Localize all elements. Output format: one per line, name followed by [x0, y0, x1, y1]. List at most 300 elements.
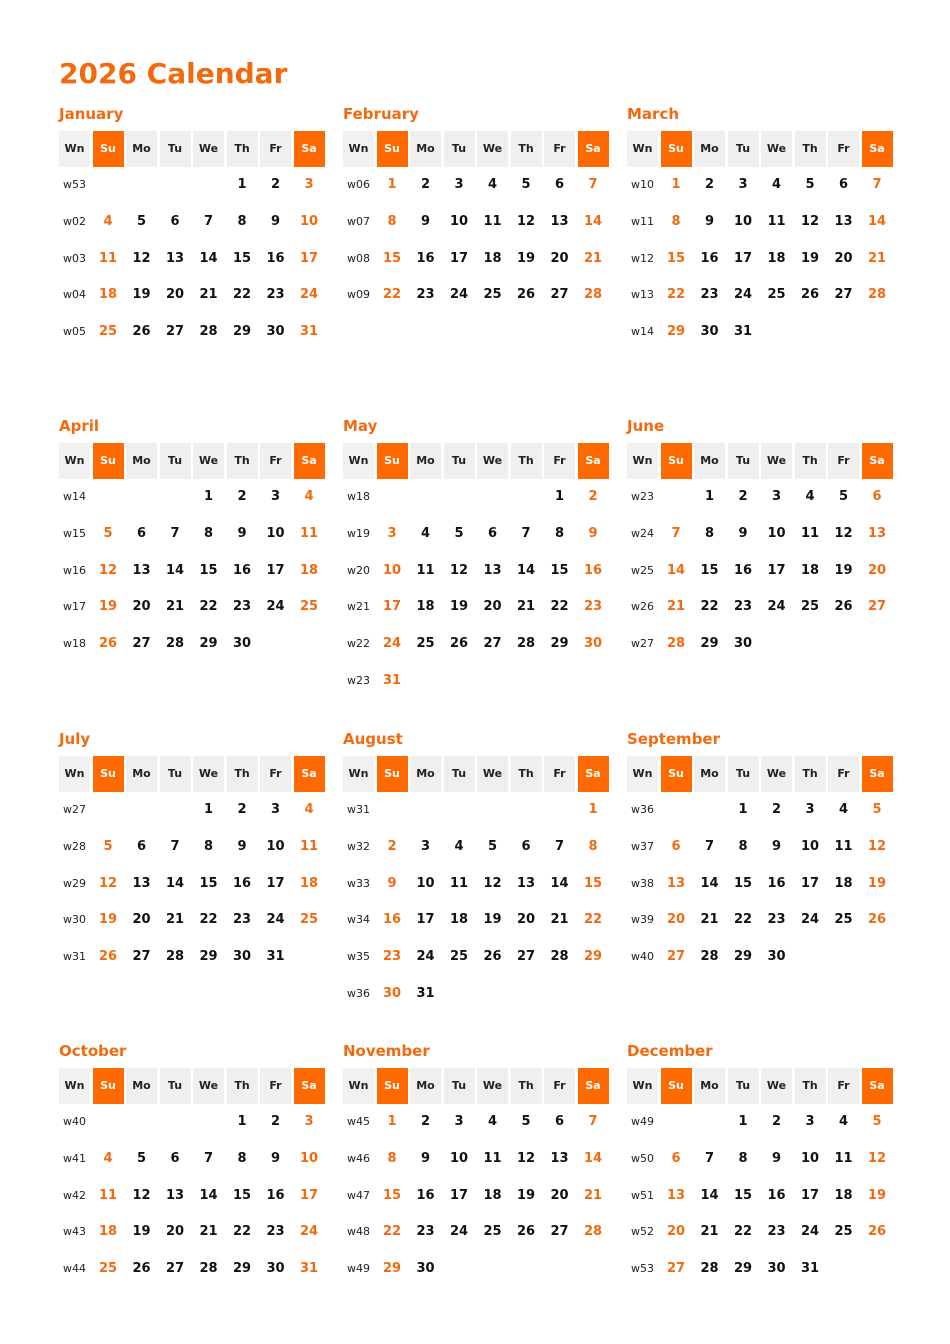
- week-row: [627, 589, 893, 625]
- weekday-header: We: [477, 443, 508, 479]
- weekday-header: Sa: [862, 1068, 893, 1104]
- day-cell: 5: [872, 802, 882, 817]
- day-cell: 24: [449, 287, 469, 303]
- weekday-header: Th: [227, 1068, 258, 1104]
- day-cell: 11: [767, 213, 786, 229]
- day-cell: 16: [700, 250, 719, 266]
- weekday-header: We: [477, 1068, 508, 1104]
- month-block: [59, 1041, 325, 1288]
- day-cell: 15: [550, 562, 569, 578]
- week-number-header: Wn: [627, 1068, 658, 1104]
- day-cell: 1: [671, 177, 681, 192]
- day-cell: 6: [136, 525, 147, 541]
- day-cell: 15: [700, 562, 719, 578]
- month-name: August: [343, 730, 403, 748]
- day-cell: 11: [483, 1150, 502, 1166]
- day-cell: 19: [132, 1224, 151, 1240]
- week-number: w36: [631, 803, 654, 816]
- month-block: [627, 1041, 893, 1288]
- week-row: [343, 589, 609, 625]
- weekday-header: Fr: [828, 756, 859, 792]
- day-cell: 15: [666, 250, 686, 266]
- day-cell: 21: [199, 287, 218, 303]
- day-cell: 25: [449, 949, 469, 965]
- week-number: w12: [631, 251, 654, 265]
- day-cell: 30: [700, 324, 719, 340]
- day-cell: 11: [416, 562, 435, 578]
- day-cell: 24: [449, 1224, 469, 1240]
- day-cell: 21: [700, 1224, 719, 1240]
- week-row: [627, 902, 893, 938]
- week-row: [59, 479, 325, 515]
- day-cell: 6: [838, 177, 849, 192]
- day-cell: 14: [516, 562, 536, 578]
- day-cell: 28: [516, 636, 536, 652]
- week-row: [59, 866, 325, 902]
- week-number: w04: [63, 288, 86, 302]
- day-cell: 20: [834, 250, 853, 266]
- week-number: w09: [347, 288, 370, 302]
- week-number: w16: [63, 563, 86, 577]
- weekday-header: Sa: [294, 131, 325, 167]
- day-cell: 19: [449, 599, 469, 615]
- week-row: [627, 792, 893, 828]
- day-cell: 18: [834, 875, 853, 891]
- day-cell: 26: [98, 636, 118, 652]
- weekday-header: Fr: [260, 756, 291, 792]
- week-number: w39: [631, 913, 654, 927]
- day-cell: 3: [738, 177, 748, 192]
- day-cell: 31: [382, 673, 402, 688]
- day-cell: 23: [266, 1224, 285, 1240]
- day-cell: 24: [382, 636, 402, 652]
- week-row: [343, 976, 609, 1012]
- day-cell: 16: [733, 562, 753, 578]
- day-cell: 15: [199, 562, 218, 578]
- weekday-header: Su: [377, 756, 408, 792]
- weekday-header-row: [343, 1068, 609, 1104]
- day-cell: 28: [666, 636, 686, 652]
- month-name: January: [59, 105, 124, 123]
- day-cell: 14: [867, 213, 887, 229]
- week-row: [627, 1141, 893, 1177]
- week-row: [627, 314, 893, 350]
- day-cell: 11: [834, 838, 853, 854]
- day-cell: 29: [232, 324, 252, 340]
- weekday-header: We: [477, 756, 508, 792]
- day-cell: 10: [416, 875, 435, 891]
- day-cell: 26: [132, 324, 151, 340]
- week-row: [59, 314, 325, 350]
- day-cell: 14: [583, 213, 603, 229]
- day-cell: 23: [382, 949, 402, 965]
- weekday-header: Fr: [828, 131, 859, 167]
- day-cell: 20: [132, 599, 151, 615]
- week-row: [59, 792, 325, 828]
- week-number: w06: [347, 178, 370, 191]
- day-cell: 13: [132, 562, 151, 578]
- day-cell: 3: [454, 1114, 464, 1129]
- week-number: w17: [63, 600, 86, 614]
- weekday-header: Sa: [294, 443, 325, 479]
- day-cell: 19: [483, 912, 502, 928]
- day-cell: 5: [872, 1114, 882, 1129]
- day-cell: 31: [299, 1261, 319, 1277]
- week-number: w48: [347, 1225, 370, 1239]
- day-cell: 28: [165, 636, 185, 652]
- week-number: w08: [347, 251, 370, 265]
- weekday-header: Sa: [294, 1068, 325, 1104]
- day-cell: 14: [550, 875, 569, 891]
- day-cell: 13: [834, 213, 853, 229]
- day-cell: 9: [771, 838, 782, 854]
- day-cell: 11: [98, 1187, 118, 1203]
- day-cell: 1: [738, 802, 748, 817]
- week-number: w24: [631, 526, 654, 540]
- week-row: [627, 167, 893, 203]
- month-block: [343, 729, 609, 1013]
- day-cell: 22: [550, 599, 569, 615]
- day-cell: 18: [834, 1187, 853, 1203]
- day-cell: 14: [700, 875, 719, 891]
- week-number: w31: [347, 803, 370, 816]
- month-name: May: [343, 417, 378, 435]
- weekday-header: Mo: [694, 131, 725, 167]
- day-cell: 17: [449, 250, 469, 266]
- day-cell: 20: [550, 1187, 569, 1203]
- weekday-header-row: [627, 756, 893, 792]
- day-cell: 9: [588, 525, 598, 541]
- day-cell: 9: [420, 1150, 431, 1166]
- week-number: w53: [63, 178, 86, 191]
- day-cell: 11: [483, 213, 502, 229]
- day-cell: 10: [382, 562, 402, 578]
- weekday-header-row: [59, 443, 325, 479]
- month-name: April: [59, 417, 100, 435]
- day-cell: 15: [232, 1187, 252, 1203]
- day-cell: 19: [834, 562, 853, 578]
- week-row: [627, 939, 893, 975]
- week-number-header: Wn: [59, 756, 90, 792]
- weekday-header: Fr: [260, 1068, 291, 1104]
- day-cell: 24: [767, 599, 786, 615]
- day-cell: 25: [299, 599, 319, 615]
- day-cell: 15: [583, 875, 603, 891]
- month-block: [59, 729, 325, 976]
- day-cell: 23: [733, 599, 753, 615]
- day-cell: 23: [416, 287, 435, 303]
- day-cell: 14: [583, 1150, 603, 1166]
- week-row: [343, 241, 609, 277]
- day-cell: 3: [270, 802, 281, 817]
- day-cell: 2: [588, 489, 598, 504]
- day-cell: 17: [733, 250, 753, 266]
- day-cell: 31: [800, 1261, 820, 1277]
- weekday-header: Su: [93, 443, 124, 479]
- week-row: [343, 516, 609, 552]
- day-cell: 7: [704, 838, 715, 854]
- week-row: [343, 939, 609, 975]
- week-number-header: Wn: [59, 443, 90, 479]
- week-number: w28: [63, 839, 86, 853]
- day-cell: 12: [483, 875, 502, 891]
- day-cell: 5: [103, 525, 113, 541]
- day-cell: 8: [738, 1150, 748, 1166]
- weekday-header-row: [627, 443, 893, 479]
- day-cell: 2: [270, 1114, 281, 1129]
- week-number: w42: [63, 1188, 86, 1202]
- day-cell: 30: [583, 636, 603, 652]
- day-cell: 4: [771, 177, 782, 192]
- day-cell: 16: [416, 1187, 435, 1203]
- week-number: w40: [631, 950, 654, 964]
- weekday-header: We: [761, 443, 792, 479]
- day-cell: 3: [454, 177, 464, 192]
- weekday-header: Su: [661, 1068, 692, 1104]
- day-cell: 12: [800, 213, 820, 229]
- week-row: [343, 204, 609, 240]
- day-cell: 17: [767, 562, 786, 578]
- day-cell: 8: [554, 525, 565, 541]
- day-cell: 1: [203, 489, 214, 504]
- day-cell: 1: [738, 1114, 748, 1129]
- month-block: [627, 416, 893, 663]
- weekday-header: Sa: [294, 756, 325, 792]
- day-cell: 8: [203, 525, 214, 541]
- month-name: July: [59, 730, 91, 748]
- day-cell: 29: [733, 949, 753, 965]
- month-block: [627, 729, 893, 976]
- day-cell: 10: [266, 525, 285, 541]
- week-number: w30: [63, 913, 86, 927]
- week-row: [627, 204, 893, 240]
- day-cell: 18: [98, 287, 118, 303]
- weekday-header: Sa: [862, 756, 893, 792]
- day-cell: 21: [516, 599, 536, 615]
- day-cell: 6: [521, 838, 531, 854]
- day-cell: 22: [232, 1224, 252, 1240]
- day-cell: 16: [266, 1187, 285, 1203]
- day-cell: 30: [767, 1261, 786, 1277]
- day-cell: 1: [554, 489, 565, 504]
- day-cell: 29: [733, 1261, 753, 1277]
- week-row: [627, 277, 893, 313]
- day-cell: 4: [838, 1114, 849, 1129]
- weekday-header: Su: [93, 756, 124, 792]
- weekday-header-row: [627, 131, 893, 167]
- month-name: November: [343, 1042, 430, 1060]
- day-cell: 23: [767, 1224, 786, 1240]
- day-cell: 5: [136, 213, 147, 229]
- day-cell: 17: [382, 599, 402, 615]
- week-row: [59, 1214, 325, 1250]
- day-cell: 9: [237, 525, 247, 541]
- weekday-header: Th: [227, 443, 258, 479]
- week-row: [343, 1251, 609, 1287]
- week-number: w50: [631, 1151, 654, 1165]
- weekday-header: Su: [377, 131, 408, 167]
- week-number: w49: [631, 1115, 654, 1128]
- day-cell: 3: [805, 1114, 815, 1129]
- week-number-header: Wn: [627, 443, 658, 479]
- week-row: [59, 939, 325, 975]
- day-cell: 18: [299, 875, 319, 891]
- weekday-header: We: [193, 443, 224, 479]
- week-row: [627, 1178, 893, 1214]
- day-cell: 15: [382, 250, 402, 266]
- month-name: September: [627, 730, 720, 748]
- week-number: w27: [631, 637, 654, 651]
- day-cell: 1: [387, 1114, 397, 1129]
- weekday-header: We: [477, 131, 508, 167]
- week-number: w51: [631, 1188, 654, 1202]
- week-number: w26: [631, 600, 654, 614]
- day-cell: 30: [767, 949, 786, 965]
- day-cell: 16: [416, 250, 435, 266]
- weekday-header: Sa: [578, 756, 609, 792]
- weekday-header: Th: [511, 443, 542, 479]
- week-row: [343, 167, 609, 203]
- day-cell: 21: [165, 599, 185, 615]
- week-number: w35: [347, 950, 370, 964]
- day-cell: 6: [671, 1150, 681, 1166]
- day-cell: 26: [834, 599, 853, 615]
- day-cell: 27: [834, 287, 853, 303]
- day-cell: 17: [800, 1187, 820, 1203]
- week-row: [59, 167, 325, 203]
- weekday-header: Mo: [126, 756, 157, 792]
- day-cell: 5: [521, 177, 531, 192]
- day-cell: 22: [733, 912, 753, 928]
- day-cell: 20: [550, 250, 569, 266]
- weekday-header: Su: [377, 1068, 408, 1104]
- day-cell: 13: [165, 250, 185, 266]
- day-cell: 13: [867, 525, 887, 541]
- weekday-header: Th: [511, 131, 542, 167]
- day-cell: 9: [387, 875, 397, 891]
- day-cell: 20: [516, 912, 536, 928]
- week-number: w41: [63, 1151, 86, 1165]
- day-cell: 8: [237, 213, 247, 229]
- day-cell: 5: [805, 177, 815, 192]
- day-cell: 22: [583, 912, 603, 928]
- day-cell: 4: [420, 525, 431, 541]
- weekday-header: Mo: [410, 756, 441, 792]
- day-cell: 29: [232, 1261, 252, 1277]
- day-cell: 10: [266, 838, 285, 854]
- day-cell: 4: [304, 489, 314, 504]
- day-cell: 19: [98, 599, 118, 615]
- day-cell: 1: [387, 177, 397, 192]
- weekday-header: Mo: [694, 756, 725, 792]
- week-row: [59, 553, 325, 589]
- day-cell: 4: [838, 802, 849, 817]
- day-cell: 3: [771, 489, 782, 504]
- day-cell: 10: [800, 1150, 820, 1166]
- day-cell: 21: [666, 599, 686, 615]
- weekday-header: Tu: [444, 756, 475, 792]
- day-cell: 3: [805, 802, 815, 817]
- day-cell: 18: [449, 912, 469, 928]
- weekday-header: Sa: [862, 443, 893, 479]
- day-cell: 12: [132, 1187, 151, 1203]
- day-cell: 20: [867, 562, 887, 578]
- day-cell: 13: [483, 562, 502, 578]
- day-cell: 28: [165, 949, 185, 965]
- day-cell: 7: [588, 1114, 598, 1129]
- day-cell: 25: [299, 912, 319, 928]
- month-name: March: [627, 105, 680, 123]
- weekday-header: We: [761, 131, 792, 167]
- day-cell: 23: [232, 912, 252, 928]
- day-cell: 18: [299, 562, 319, 578]
- week-number: w25: [631, 563, 654, 577]
- day-cell: 27: [165, 324, 185, 340]
- day-cell: 31: [416, 986, 435, 1001]
- weekday-header: Su: [661, 131, 692, 167]
- day-cell: 2: [704, 177, 715, 192]
- weekday-header: Fr: [828, 443, 859, 479]
- weekday-header: Th: [795, 756, 826, 792]
- day-cell: 8: [671, 213, 681, 229]
- day-cell: 19: [98, 912, 118, 928]
- day-cell: 25: [483, 1224, 502, 1240]
- week-row: [627, 829, 893, 865]
- day-cell: 27: [550, 1224, 569, 1240]
- day-cell: 4: [805, 489, 815, 504]
- day-cell: 18: [483, 250, 502, 266]
- weekday-header: Tu: [160, 756, 191, 792]
- weekday-header: Sa: [862, 131, 893, 167]
- day-cell: 30: [232, 949, 252, 965]
- day-cell: 7: [521, 525, 531, 541]
- day-cell: 6: [170, 213, 180, 229]
- day-cell: 29: [550, 636, 569, 652]
- weekday-header: Tu: [444, 443, 475, 479]
- day-cell: 27: [550, 287, 569, 303]
- week-row: [343, 866, 609, 902]
- day-cell: 9: [771, 1150, 782, 1166]
- week-row: [343, 1141, 609, 1177]
- day-cell: 2: [738, 489, 748, 504]
- week-row: [59, 589, 325, 625]
- weekday-header: Th: [227, 756, 258, 792]
- week-row: [627, 1251, 893, 1287]
- weekday-header: Th: [795, 131, 826, 167]
- day-cell: 14: [165, 875, 185, 891]
- weekday-header: Fr: [544, 1068, 575, 1104]
- week-row: [343, 663, 609, 699]
- day-cell: 3: [270, 489, 281, 504]
- day-cell: 28: [199, 1261, 218, 1277]
- day-cell: 4: [103, 1150, 113, 1166]
- day-cell: 27: [867, 599, 887, 615]
- day-cell: 26: [800, 287, 820, 303]
- day-cell: 12: [834, 525, 853, 541]
- month-block: [59, 416, 325, 663]
- day-cell: 19: [800, 250, 820, 266]
- week-row: [627, 479, 893, 515]
- day-cell: 13: [132, 875, 151, 891]
- day-cell: 22: [382, 1224, 402, 1240]
- week-row: [343, 1214, 609, 1250]
- day-cell: 1: [237, 177, 247, 192]
- day-cell: 20: [165, 287, 185, 303]
- day-cell: 22: [733, 1224, 753, 1240]
- day-cell: 17: [299, 1187, 319, 1203]
- day-cell: 29: [382, 1261, 402, 1277]
- day-cell: 18: [800, 562, 820, 578]
